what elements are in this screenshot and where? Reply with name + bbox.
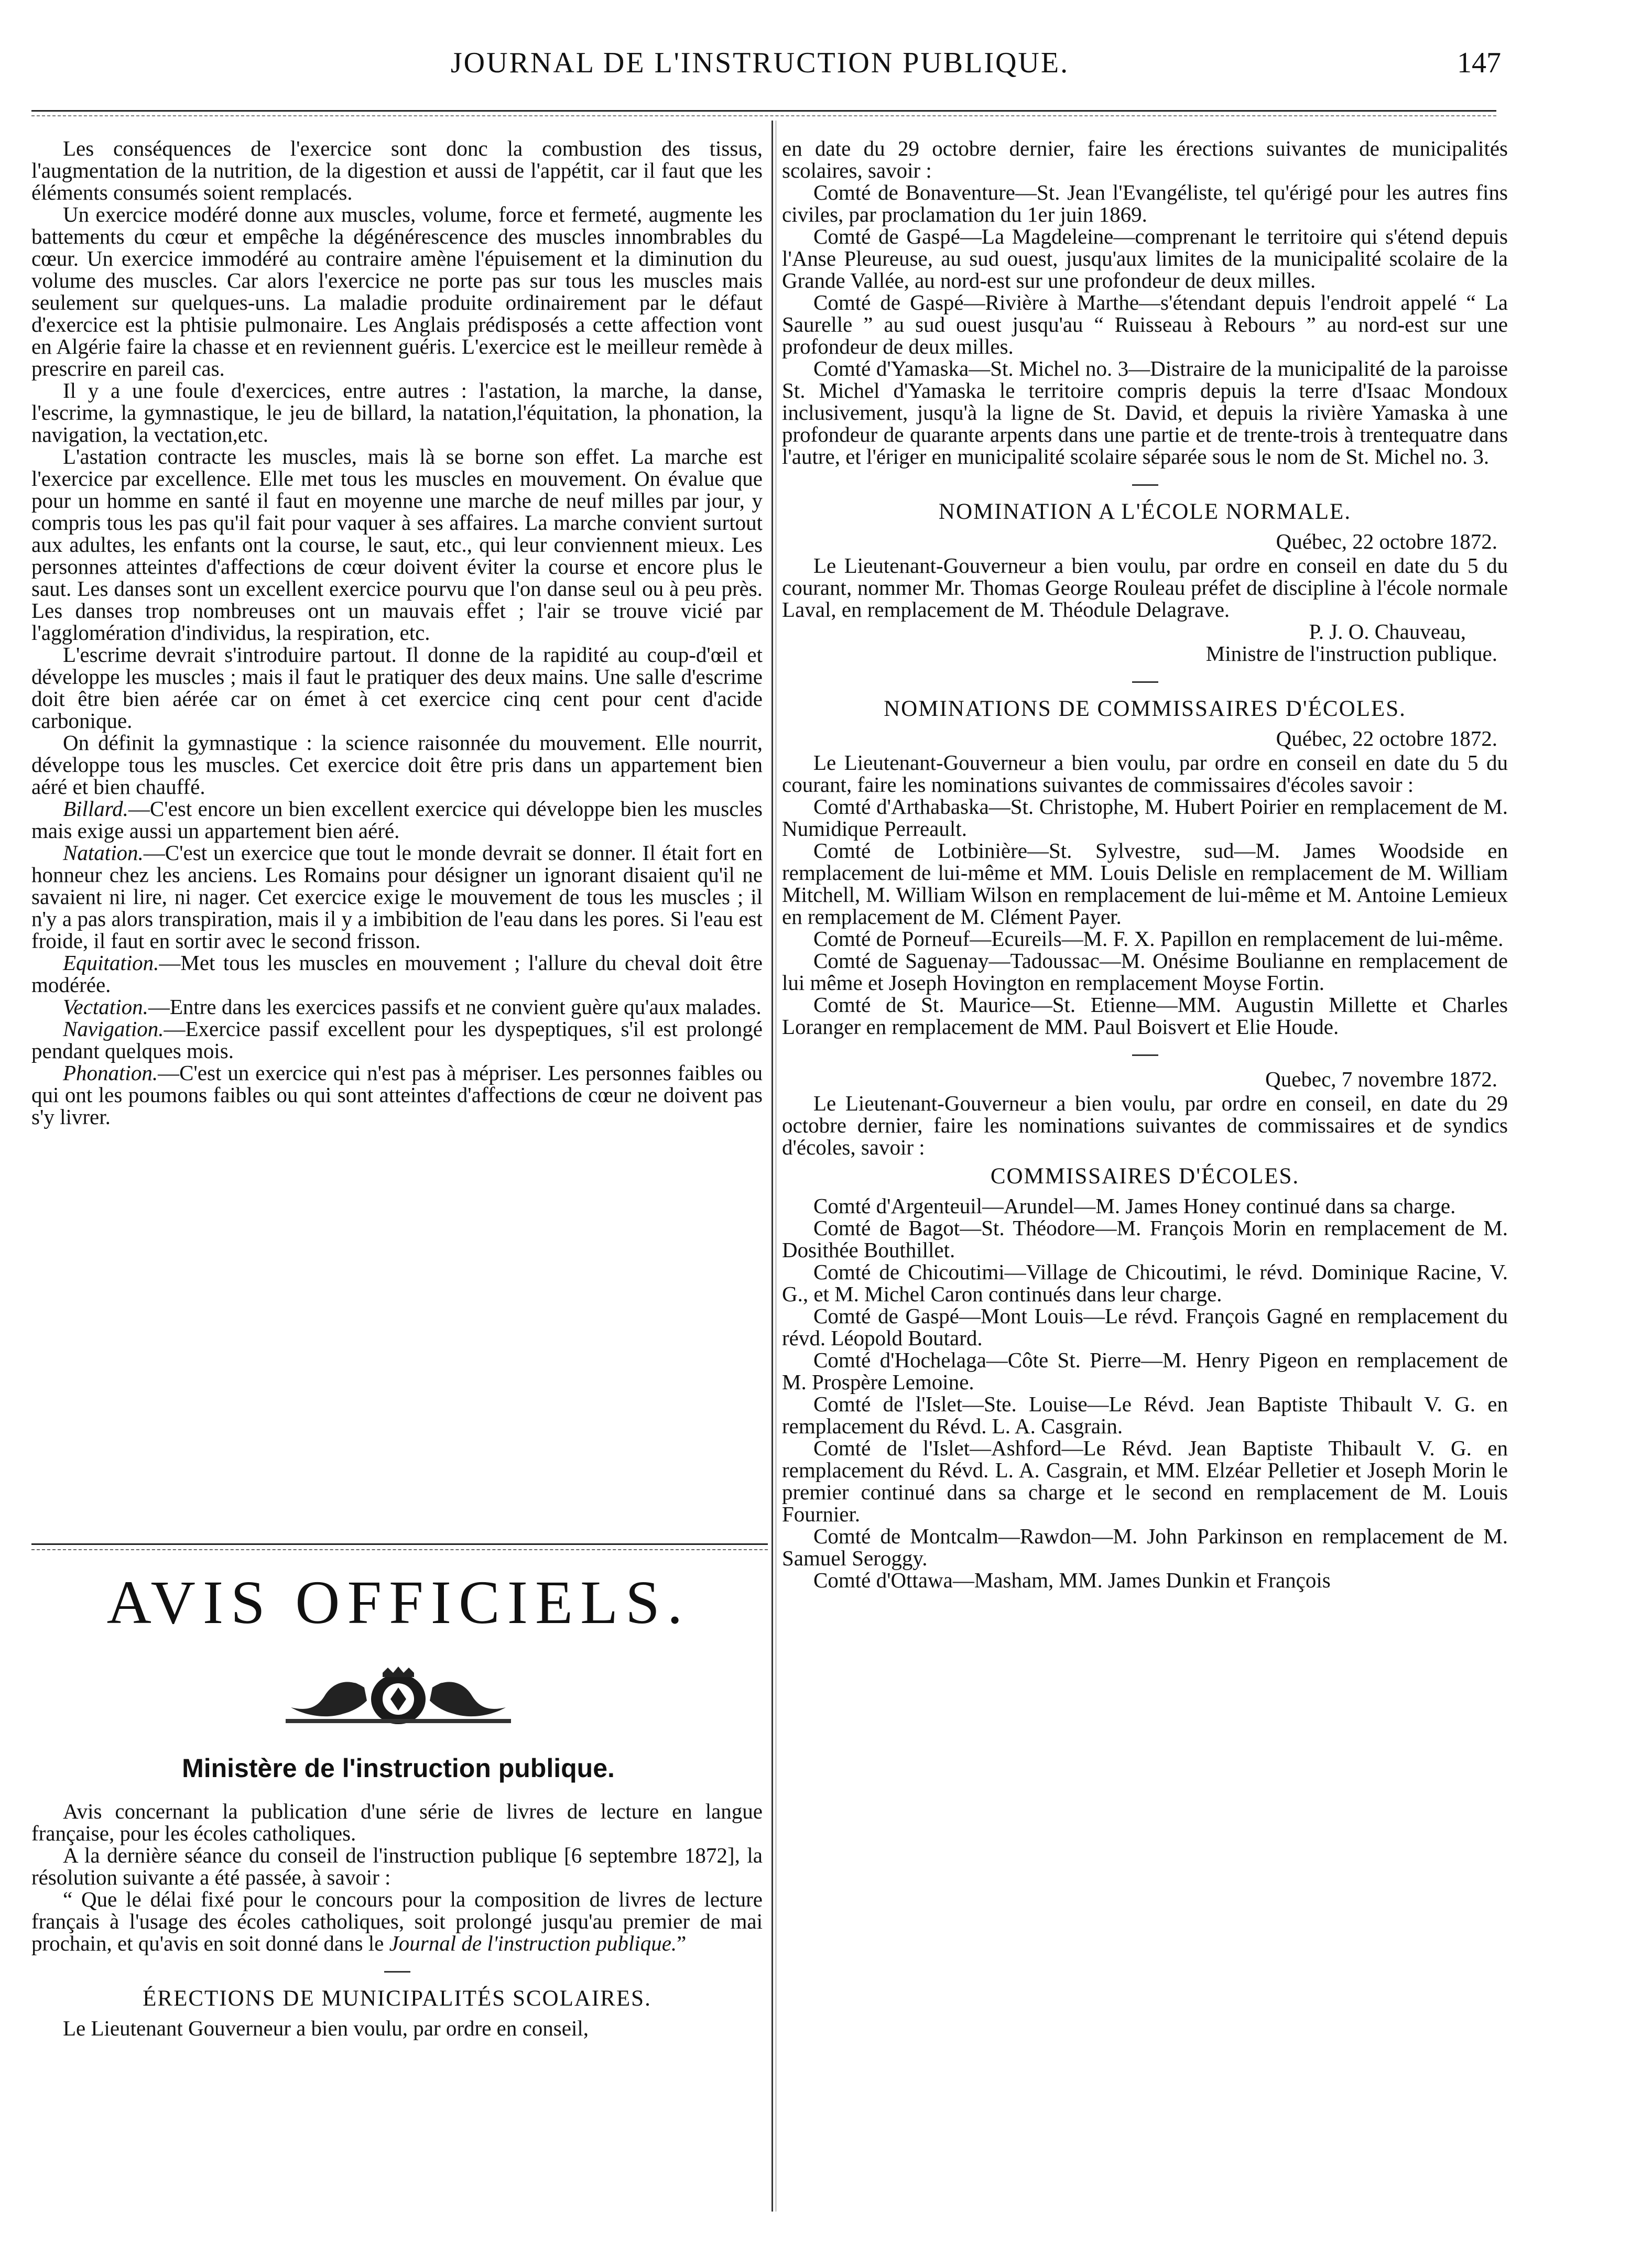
paragraph: Comté de l'Islet—Ashford—Le Révd. Jean Baptiste Thibault V. G. en remplacement du Révd. L. A. Casgrain, et MM. Elzéar Pelletier et Joseph Morin le premier continué dans sa charge et le second en remplacement de M. Louis Fournier. [782,1436,1508,1526]
royal-arms-ornament-icon [275,1667,521,1729]
avis-text [31,1800,763,2039]
header-rule [31,110,1496,112]
term: Navigation. [63,1017,164,1041]
commissaires-ecoles-heading: COMMISSAIRES D'ÉCOLES. [990,1164,1300,1189]
signature-title: Ministre de l'instruction publique. [1205,641,1497,666]
separator-dash [782,669,1508,691]
text: —C'est encore un bien excellent exercice qui développe bien les muscles mais exige aussi un appartement bien aéré. [31,797,763,843]
paragraph: Le Lieutenant-Gouverneur a bien voulu, par ordre en conseil, en date du 29 octobre dernier, faire les nominations suivantes de commissaires et de syndics d'écoles, savoir : [782,1091,1508,1159]
paragraph: Comté de St. Maurice—St. Etienne—MM. Augustin Millette et Charles Loranger en remplacement de MM. Paul Boisvert et Elie Houde. [782,993,1508,1039]
term: Billard. [63,797,128,821]
nomination-normale-heading: NOMINATION A L'ÉCOLE NORMALE. [938,499,1352,524]
paragraph: Comté de l'Islet—Ste. Louise—Le Révd. Jean Baptiste Thibault V. G. en remplacement du Révd. L. A. Casgrain. [782,1392,1508,1438]
paragraph: A la dernière séance du conseil de l'instruction publique [6 septembre 1872], la résolution suivante a été passée, à savoir : [31,1843,763,1889]
closing-quote: ” [677,1931,687,1955]
separator-dash [31,1958,763,1980]
text: —C'est un exercice que tout le monde devrait se donner. Il était fort en honneur chez les anciens. Les Romains pour désigner un ignorant disaient qu'il ne savaient ni lire, ni nager. Cet exercice exige le mouvement de tous les muscles ; il n'y a pas alors transpiration, mais il y a imbibition de l'eau dans les pores. Si l'eau est froide, il faut en sortir avec le second frisson. [31,841,763,953]
page-number: 147 [1457,47,1501,79]
term: Natation. [63,841,144,865]
dateline: Québec, 22 octobre 1872. [1276,529,1497,553]
paragraph: Comté de Montcalm—Rawdon—M. John Parkinson en remplacement de M. Samuel Seroggy. [782,1524,1508,1570]
paragraph: Comté de Bagot—St. Théodore—M. François Morin en remplacement de M. Dosithée Bouthillet. [782,1216,1508,1262]
paragraph: Comté d'Argenteuil—Arundel—M. James Honey continué dans sa charge. [813,1194,1456,1218]
paragraph: L'astation contracte les muscles, mais là se borne son effet. La marche est l'exercice par excellence. Elle met tous les muscles en mouvement. On évalue que pour un homme en santé il faut en moyenne une marche de neuf milles par jour, y compris tous les pas qu'il fait pour vaquer à ses affaires. La marche convient surtout aux adultes, les enfants ont la course, le saut, etc., qui leur conviennent mieux. Les personnes atteintes d'affections de cœur doivent éviter la course et encore plus le saut. Les danses sont un excellent exercice pourvu que l'on danse seul ou à peu près. Les danses trop nombreuses ont un mauvais effet ; l'air se trouve vicié par l'agglomération d'individus, la respiration, etc. [31,444,763,645]
section-rule-dashed [31,1549,768,1550]
paragraph: Comté d'Yamaska—St. Michel no. 3—Distraire de la municipalité de la paroisse St. Michel d'Yamaska le territoire compris depuis la terre d'Isaac Mondoux inclusivement, jusqu'à la ligne de St. David, et depuis la rivière Yamaska à une profondeur de quarante arpents dans une partie et de trente-trois à trentequatre dans l'autre, et l'ériger en municipalité scolaire séparée sous le nom de St. Michel no. 3. [782,356,1508,469]
paragraph: Le Lieutenant Gouverneur a bien voulu, par ordre en conseil, [63,2016,589,2040]
text: —Entre dans les exercices passifs et ne convient guère qu'aux malades. [148,995,762,1019]
paragraph-natation [31,842,763,952]
paragraph: Les conséquences de l'exercice sont donc la combustion des tissus, l'augmentation de la nutrition, de la digestion et aussi de l'appétit, car il faut que les éléments consumés soient remplacés. [31,136,763,204]
paragraph: Comté d'Hochelaga—Côte St. Pierre—M. Henry Pigeon en remplacement de M. Prospère Lemoine. [782,1348,1508,1394]
paragraph: Comté de Gaspé—Rivière à Marthe—s'étendant depuis l'endroit appelé “ La Saurelle ” au sud ouest jusqu'au “ Ruisseau à Rebours ” au nord-est sur une profondeur de deux milles. [782,290,1508,358]
paragraph: Comté de Saguenay—Tadoussac—M. Onésime Boulianne en remplacement de lui même et Joseph Hovington en remplacement Moyse Fortin. [782,949,1508,995]
resolution-quote [31,1888,763,1954]
commissaires-heading: NOMINATIONS DE COMMISSAIRES D'ÉCOLES. [884,696,1406,721]
running-head: JOURNAL DE L'INSTRUCTION PUBLIQUE. [450,47,1070,79]
paragraph: Comté d'Arthabaska—St. Christophe, M. Hubert Poirier en remplacement de M. Numidique Perreault. [782,794,1508,841]
header-rule-dashed [31,115,1496,116]
ministere-heading: Ministère de l'instruction publique. [182,1754,615,1783]
dateline: Québec, 22 octobre 1872. [1276,726,1497,750]
paragraph: Comté de Porneuf—Ecureils—M. F. X. Papillon en remplacement de lui-même. [813,927,1504,951]
paragraph: Comté de Gaspé—La Magdeleine—comprenant le territoire qui s'étend depuis l'Anse Pleureuse, au sud ouest, jusqu'aux limites de la municipalité scolaire de la Grande Vallée, au nord-est sur une profondeur de deux milles. [782,224,1508,292]
text: “ Que le délai fixé pour le concours pour la composition de livres de lecture français à l'usage des écoles catholiques, soit prolongé jusqu'au premier de mai prochain, et qu'avis en soit donné dans le [31,1887,763,1955]
paragraph: Le Lieutenant-Gouverneur a bien voulu, par ordre en conseil en date du 5 du courant, faire les nominations suivantes de commissaires d'écoles savoir : [782,750,1508,797]
signature-name: P. J. O. Chauveau, [1309,619,1466,644]
paragraph-vectation [31,996,763,1018]
paragraph: Un exercice modéré donne aux muscles, volume, force et fermeté, augmente les battements du cœur et empêche la dégénérescence des muscles innombrables du cœur. Un exercice immodéré au contraire amène l'épuisement et la diminution du volume des muscles. Car alors l'exercice ne porte pas sur tous les muscles mais seulement sur quelques-uns. La maladie produite ordinairement par le défaut d'exercice est la phtisie pulmonaire. Les Anglais prédisposés a cette affection vont en Algérie faire la chasse et en reviennent guéris. L'exercice est le meilleur remède à prescrire en pareil cas. [31,202,763,380]
right-column [782,137,1508,1591]
erections-heading: ÉRECTIONS DE MUNICIPALITÉS SCOLAIRES. [143,1986,651,2011]
paragraph: Comté de Gaspé—Mont Louis—Le révd. François Gagné en remplacement du révd. Léopold Boutard. [782,1304,1508,1350]
paragraph: Le Lieutenant-Gouverneur a bien voulu, par ordre en conseil en date du 5 du courant, nommer Mr. Thomas George Rouleau préfet de discipline à l'école normale Laval, en remplacement de M. Théodule Delagrave. [782,553,1508,622]
paragraph-billard [31,798,763,842]
separator-dash [782,472,1508,494]
paragraph: On définit la gymnastique : la science raisonnée du mouvement. Elle nourrit, développe tous les muscles. Cet exercice doit être pris dans un appartement bien aéré et bien chauffé. [31,731,763,799]
section-rule [31,1543,768,1545]
paragraph: Comté de Lotbinière—St. Sylvestre, sud—M. James Woodside en remplacement de lui-même et MM. Louis Delisle en remplacement de M. William Mitchell, M. William Wilson en remplacement de lui-même et M. Antoine Lemieux en remplacement de M. Clément Payer. [782,839,1508,929]
paragraph: Comté de Bonaventure—St. Jean l'Evangéliste, tel qu'érigé pour les autres fins civiles, par proclamation du 1er juin 1869. [782,180,1508,226]
paragraph-navigation [31,1018,763,1062]
journal-title: Journal de l'instruction publique. [389,1931,677,1955]
paragraph: L'escrime devrait s'introduire partout. Il donne de la rapidité au coup-d'œil et développe les muscles ; mais il faut le pratiquer des deux mains. Une salle d'escrime doit être bien aérée car on émet à cet exercice cinq cent pour cent d'acide carbonique. [31,643,763,733]
text: —Met tous les muscles en mouvement ; l'allure du cheval doit être modérée. [31,951,763,997]
paragraph: en date du 29 octobre dernier, faire les érections suivantes de municipalités scolaires, savoir : [782,136,1508,182]
paragraph: Il y a une foule d'exercices, entre autres : l'astation, la marche, la danse, l'escrime, la gymnastique, le jeu de billard, la natation,l'équitation, la phonation, la navigation, la vectation,etc. [31,378,763,447]
avis-officiels-title: AVIS OFFICIELS. [106,1568,690,1637]
paragraph-equitation [31,952,763,996]
paragraph-phonation [31,1062,763,1128]
term: Vectation. [63,995,148,1019]
paragraph: Comté d'Ottawa—Masham, MM. James Dunkin et François [813,1568,1331,1592]
text: —Exercice passif excellent pour les dyspeptiques, s'il est prolongé pendant quelques mois. [31,1017,763,1063]
term: Phonation. [63,1061,158,1085]
left-column-article [31,137,763,1128]
term: Equitation. [63,951,159,975]
text: —C'est un exercice qui n'est pas à mépriser. Les personnes faibles ou qui ont les poumons faibles ou qui sont atteintes d'affections de cœur ne doivent pas s'y livrer. [31,1061,763,1129]
separator-dash [782,1042,1508,1064]
paragraph: Comté de Chicoutimi—Village de Chicoutimi, le révd. Dominique Racine, V. G., et M. Michel Caron continués dans leur charge. [782,1260,1508,1306]
paragraph: Avis concernant la publication d'une série de livres de lecture en langue française, pour les écoles catholiques. [31,1799,763,1845]
column-divider [771,121,773,2212]
dateline: Quebec, 7 novembre 1872. [1265,1067,1497,1091]
